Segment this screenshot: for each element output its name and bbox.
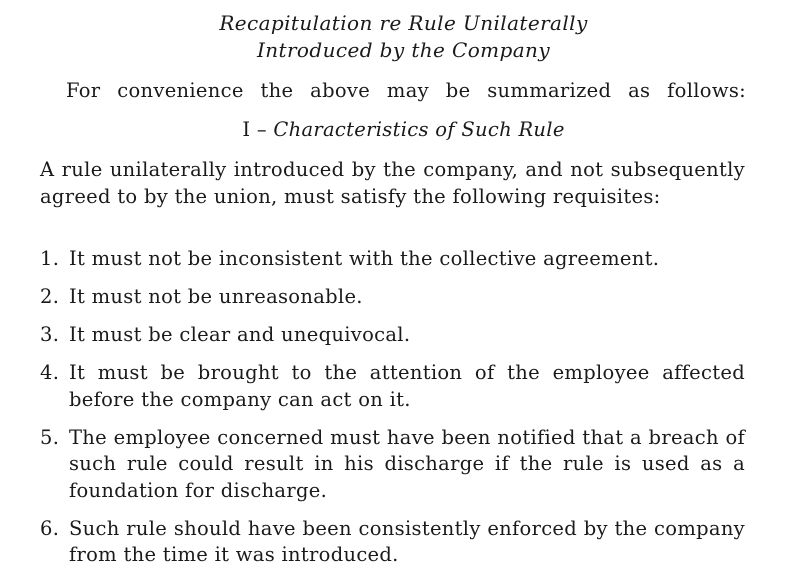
requisites-paragraph: A rule unilaterally introduced by the company, and not subsequently agreed to by the union, must satisfy the following requisites: — [40, 158, 745, 208]
section-title — [0, 117, 807, 143]
list-item — [40, 360, 745, 413]
list-item — [40, 284, 745, 311]
list-item — [40, 516, 745, 569]
list-item-text: It must be brought to the attention of the employee affected before the company can act on it. — [69, 361, 745, 411]
list-item-number: 4. — [40, 361, 60, 384]
list-item-text: The employee concerned must have been notified that a breach of such rule could result in his discharge if the rule is used as a foundation for discharge. — [69, 425, 745, 502]
list-item — [40, 246, 745, 273]
list-item-number: 1. — [40, 247, 60, 270]
requisites-list — [40, 246, 745, 580]
list-item-text: Such rule should have been consistently enforced by the company from the time it was introduced. — [69, 516, 745, 566]
section-title-text: Characteristics of Such Rule — [273, 118, 565, 141]
list-item-number: 3. — [40, 323, 60, 346]
list-item-number: 5. — [40, 425, 60, 449]
intro-sentence: For convenience the above may be summarized as follows: — [66, 79, 746, 102]
section-number: I – — [242, 118, 274, 141]
list-item-text: It must not be unreasonable. — [69, 285, 363, 308]
heading-line-2: Introduced by the Company — [256, 38, 551, 62]
list-item-text: It must not be inconsistent with the collective agreement. — [69, 247, 660, 270]
heading-line-1: Recapitulation re Rule Unilaterally — [219, 11, 588, 35]
list-item — [40, 322, 745, 349]
list-item-number: 6. — [40, 516, 60, 540]
list-item-text: It must be clear and unequivocal. — [69, 323, 411, 346]
list-item — [40, 425, 745, 505]
list-item-number: 2. — [40, 285, 60, 308]
